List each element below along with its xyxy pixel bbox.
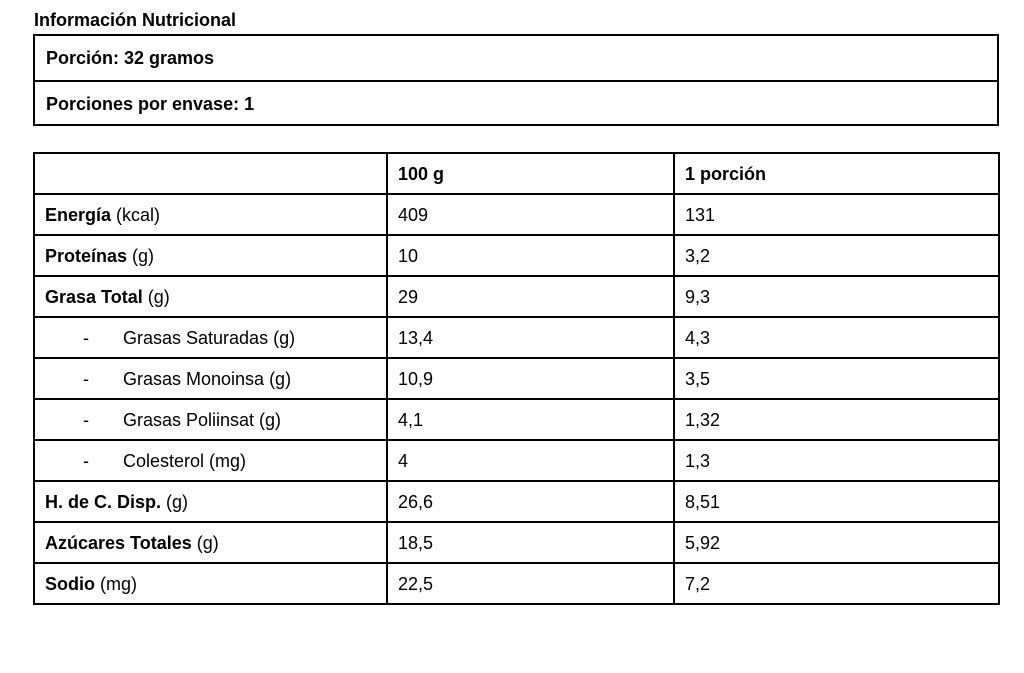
table-row-energia [34,194,999,235]
value-portion: 1,3 [674,440,999,481]
row-sublabel: Grasas Poliinsat (g) [123,409,282,430]
value-100g: 409 [387,194,674,235]
table-row-grasas-saturadas [34,317,999,358]
value-100g: 26,6 [387,481,674,522]
row-label: Grasa Total [45,286,143,307]
row-label-cell [34,481,387,522]
table-row-grasa-total [34,276,999,317]
row-label-cell [34,317,387,358]
header-cell-empty [34,153,387,194]
row-label-cell [34,235,387,276]
row-unit: (g) [161,491,189,512]
sub-item-dash: - [83,327,89,348]
row-sublabel: Grasas Monoinsa (g) [123,368,292,389]
row-label-cell [34,440,387,481]
value-100g: 13,4 [387,317,674,358]
table-row-sodio [34,563,999,604]
value-portion: 3,2 [674,235,999,276]
value-100g: 22,5 [387,563,674,604]
row-label: Proteínas [45,245,128,266]
row-label: Azúcares Totales [45,532,192,553]
document-title: Información Nutricional [34,10,237,30]
row-unit: (mg) [95,573,137,594]
value-100g: 10,9 [387,358,674,399]
table-row-colesterol [34,440,999,481]
row-label-cell [34,358,387,399]
row-unit: (g) [142,286,170,307]
nutrition-table [33,152,1000,605]
value-portion: 4,3 [674,317,999,358]
value-100g: 4,1 [387,399,674,440]
row-unit: (g) [127,245,155,266]
row-unit: (kcal) [111,204,161,225]
row-sublabel: Colesterol (mg) [123,450,247,471]
value-portion: 8,51 [674,481,999,522]
row-label: H. de C. Disp. [45,491,162,512]
value-100g: 29 [387,276,674,317]
value-portion: 9,3 [674,276,999,317]
header-cell-portion: 1 porción [674,153,999,194]
row-label-cell [34,194,387,235]
value-portion: 3,5 [674,358,999,399]
portion-info-box [33,34,999,126]
sub-item-dash: - [83,450,89,471]
row-label: Energía [45,204,112,225]
row-unit: (g) [191,532,219,553]
value-100g: 18,5 [387,522,674,563]
value-100g: 10 [387,235,674,276]
table-row-proteinas [34,235,999,276]
sub-item-dash: - [83,368,89,389]
sub-item-dash: - [83,409,89,430]
row-label-cell [34,399,387,440]
value-portion: 7,2 [674,563,999,604]
row-label: Sodio [45,573,95,594]
row-label-cell [34,522,387,563]
table-row-azucares [34,522,999,563]
value-100g: 4 [387,440,674,481]
value-portion: 131 [674,194,999,235]
value-portion: 1,32 [674,399,999,440]
table-row-grasas-poliinsat [34,399,999,440]
table-row-grasas-monoinsa [34,358,999,399]
table-header-row [34,153,999,194]
row-label-cell [34,276,387,317]
row-label-cell [34,563,387,604]
servings-per-container: Porciones por envase: 1 [35,80,997,124]
row-sublabel: Grasas Saturadas (g) [123,327,296,348]
header-cell-100g: 100 g [387,153,674,194]
table-row-hidratos [34,481,999,522]
serving-size: Porción: 32 gramos [46,48,215,68]
value-portion: 5,92 [674,522,999,563]
